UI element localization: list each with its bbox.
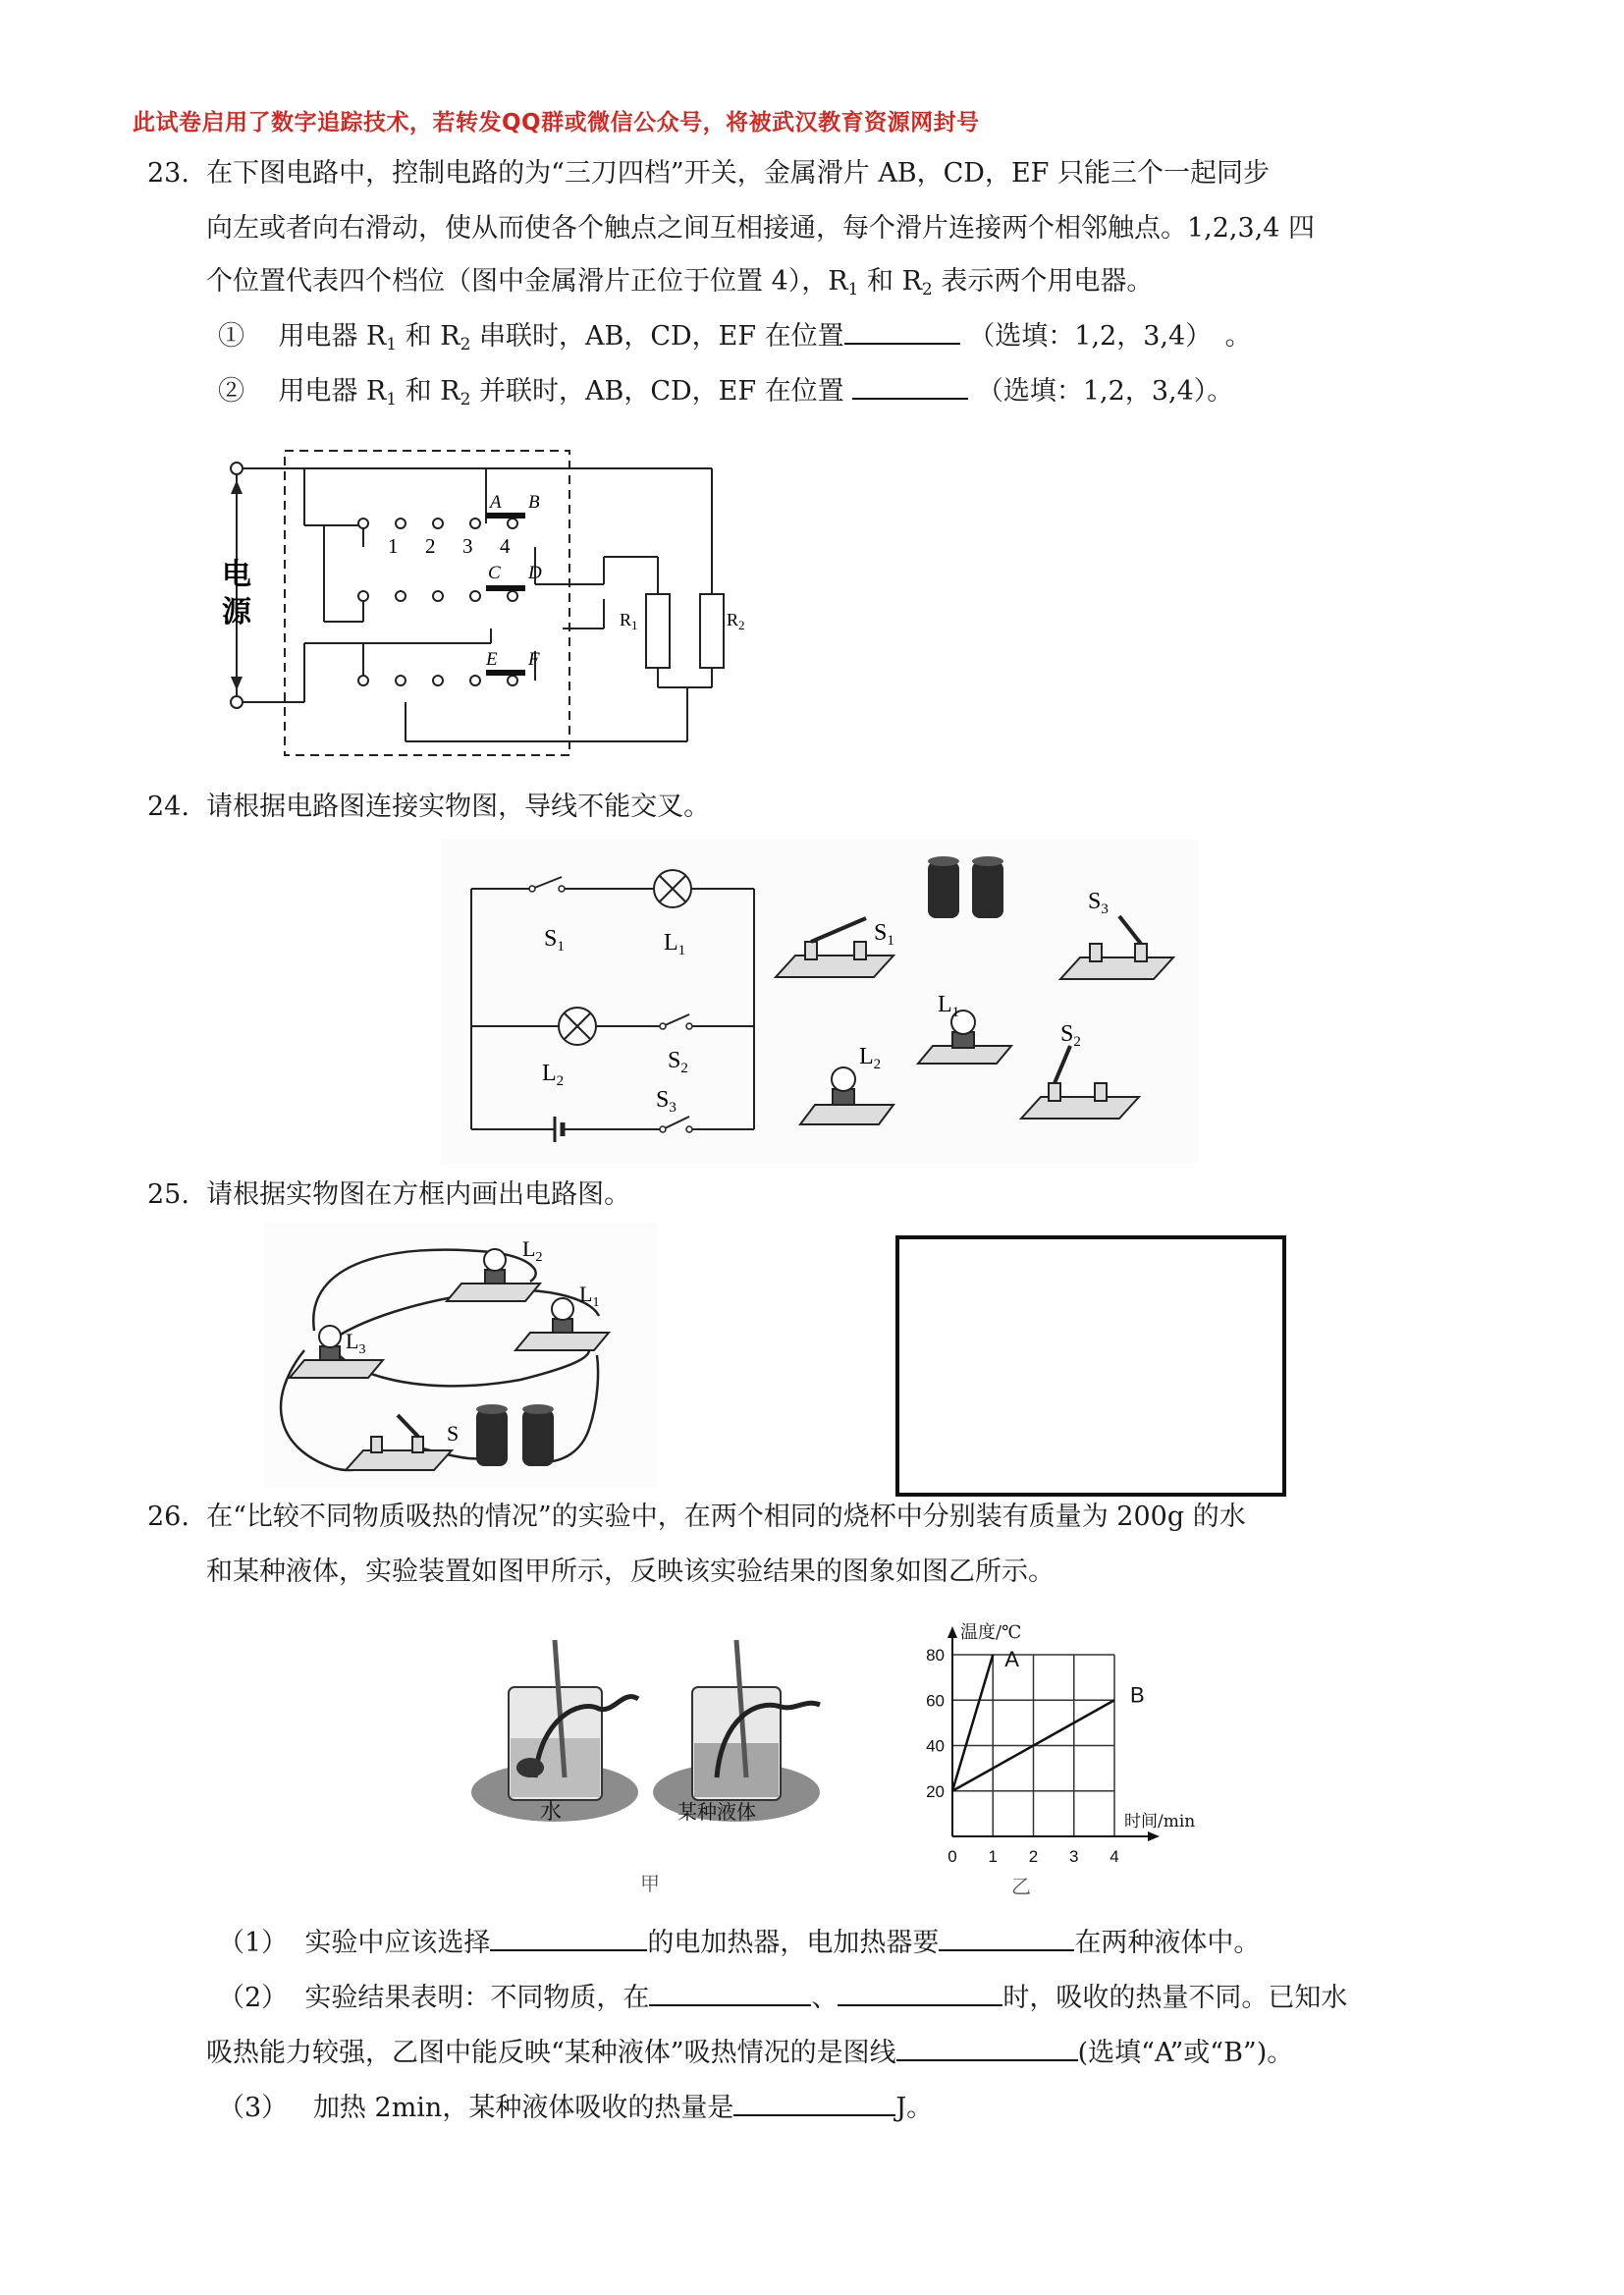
label-l2: $L_2$ xyxy=(522,1236,543,1265)
x-tick-label: 0 xyxy=(947,1847,957,1866)
answer-blank[interactable] xyxy=(649,1983,811,2006)
q24-line xyxy=(147,781,710,834)
label-s: S xyxy=(447,1421,460,1446)
slider-label-b: B xyxy=(528,492,540,513)
label-l1: $L_1$ xyxy=(579,1282,600,1310)
q24-figure xyxy=(442,840,1198,1164)
position-label: 1 xyxy=(388,534,399,558)
resistor-r2-label: $R_2$ xyxy=(727,610,745,632)
beaker-figure xyxy=(461,1630,874,1895)
label-l1-real: $L_1$ xyxy=(938,992,960,1020)
q26-line-1 xyxy=(147,1491,1246,1544)
power-label-2: 源 xyxy=(222,595,251,629)
y-axis-arrow xyxy=(947,1626,957,1638)
q26-part-3: （3） 加热 2min，某种液体吸收的热量是 J。 xyxy=(218,2093,934,2123)
q26-text-1: 在“比较不同物质吸热的情况”的实验中，在两个相同的烧杯中分别装有质量为 200g 的水 xyxy=(206,1502,1246,1532)
q23-sub-question-2: ② 用电器 $R_1$ 和 $R_2$ 并联时，AB，CD，EF 在位置 （选填：1,2，3,4）。 xyxy=(218,376,1234,410)
y-tick-label: 40 xyxy=(926,1736,945,1756)
slider-label-d: D xyxy=(528,563,542,583)
label-l2: $L_2$ xyxy=(542,1061,565,1089)
power-label-1: 电 xyxy=(222,558,251,592)
q25-text: 请根据实物图在方框内画出电路图。 xyxy=(206,1179,631,1210)
answer-blank[interactable] xyxy=(939,1928,1074,1951)
x-tick-label: 2 xyxy=(1028,1847,1039,1866)
x-tick-label: 3 xyxy=(1069,1847,1079,1866)
label-s3-real: $S_3$ xyxy=(1088,889,1109,917)
figure-jia-caption: 甲 xyxy=(640,1874,660,1895)
y-axis-label: 温度/℃ xyxy=(960,1622,1022,1643)
label-s3: $S_3$ xyxy=(656,1087,677,1116)
answer-drawing-box[interactable] xyxy=(895,1235,1286,1497)
q24-number: 24. xyxy=(147,792,189,822)
q23-line-2: 向左或者向右滑动，使从而使各个触点之间互相接通，每个滑片连接两个相邻触点。1,2,3,4 四 xyxy=(206,213,1316,244)
q26-part-1: （1） 实验中应该选择 的电加热器，电加热器要 在两种液体中。 xyxy=(218,1928,1261,1958)
x-tick-label: 1 xyxy=(988,1847,998,1866)
answer-blank[interactable] xyxy=(838,1983,1002,2006)
slider-label-f: F xyxy=(528,649,540,670)
label-s1-real: $S_1$ xyxy=(874,920,894,949)
position-label: 2 xyxy=(425,534,436,558)
answer-blank[interactable] xyxy=(896,2038,1078,2061)
y-tick-label: 20 xyxy=(926,1781,945,1801)
q26-number: 26. xyxy=(147,1502,189,1532)
label-l2-real: $L_2$ xyxy=(859,1044,882,1072)
water-label: 水 xyxy=(540,1799,563,1824)
q23-sub-question-1: ① 用电器 $R_1$ 和 $R_2$ 串联时，AB，CD，EF 在位置 （选填：1,2，3,4） 。 xyxy=(218,321,1252,355)
q23-number: 23. xyxy=(147,158,189,189)
q23-line-3: 个位置代表四个档位（图中金属滑片正位于位置 4），$R_1$ 和 $R_2$ 表示两个用电器。 xyxy=(206,266,1154,300)
y-tick-label: 60 xyxy=(926,1691,945,1711)
liquid-label: 某种液体 xyxy=(677,1802,756,1824)
label-s1: $S_1$ xyxy=(544,926,565,955)
x-axis-arrow xyxy=(1148,1831,1160,1841)
label-s2: $S_2$ xyxy=(668,1048,688,1076)
series-label-b: B xyxy=(1130,1682,1145,1708)
tracking-notice: 此试卷启用了数字追踪技术，若转发QQ群或微信公众号，将被武汉教育资源网封号 xyxy=(133,110,980,136)
slider-label-e: E xyxy=(486,649,498,670)
q23-line-1 xyxy=(147,147,1270,200)
slider-label-c: C xyxy=(488,563,501,583)
q26-line-2: 和某种液体，实验装置如图甲所示，反映该实验结果的图象如图乙所示。 xyxy=(206,1557,1055,1587)
series-label-a: A xyxy=(1004,1647,1019,1671)
q26-part-2: （2） 实验结果表明：不同物质，在 、 时，吸收的热量不同。已知水 xyxy=(218,1983,1348,2013)
q24-text: 请根据电路图连接实物图，导线不能交叉。 xyxy=(206,792,711,822)
q25-figure xyxy=(265,1223,658,1488)
answer-blank[interactable] xyxy=(844,321,960,345)
temperature-time-chart xyxy=(913,1620,1237,1905)
figure-yi-caption: 乙 xyxy=(1011,1875,1031,1898)
q23-circuit-figure xyxy=(221,447,771,761)
x-axis-label: 时间/min xyxy=(1124,1812,1196,1831)
answer-blank[interactable] xyxy=(852,376,968,400)
y-tick-label: 80 xyxy=(926,1646,945,1665)
resistor-r1-label: $R_1$ xyxy=(620,610,638,632)
answer-blank[interactable] xyxy=(733,2093,895,2116)
label-s2-real: $S_2$ xyxy=(1060,1021,1081,1050)
q25-number: 25. xyxy=(147,1179,189,1210)
x-tick-label: 4 xyxy=(1110,1847,1119,1866)
label-l1: $L_1$ xyxy=(664,930,686,958)
position-label: 4 xyxy=(500,534,511,558)
q23-text-1: 在下图电路中，控制电路的为“三刀四档”开关，金属滑片 AB，CD，EF 只能三个一起同步 xyxy=(206,158,1270,189)
label-l3: $L_3$ xyxy=(346,1329,366,1357)
slider-label-a: A xyxy=(490,492,502,513)
answer-blank[interactable] xyxy=(490,1928,647,1951)
q25-line xyxy=(147,1169,630,1222)
position-label: 3 xyxy=(462,534,473,558)
q26-part-2-cont: 吸热能力较强，乙图中能反映“某种液体”吸热情况的是图线 (选填“A”或“B”)。 xyxy=(206,2038,1294,2068)
